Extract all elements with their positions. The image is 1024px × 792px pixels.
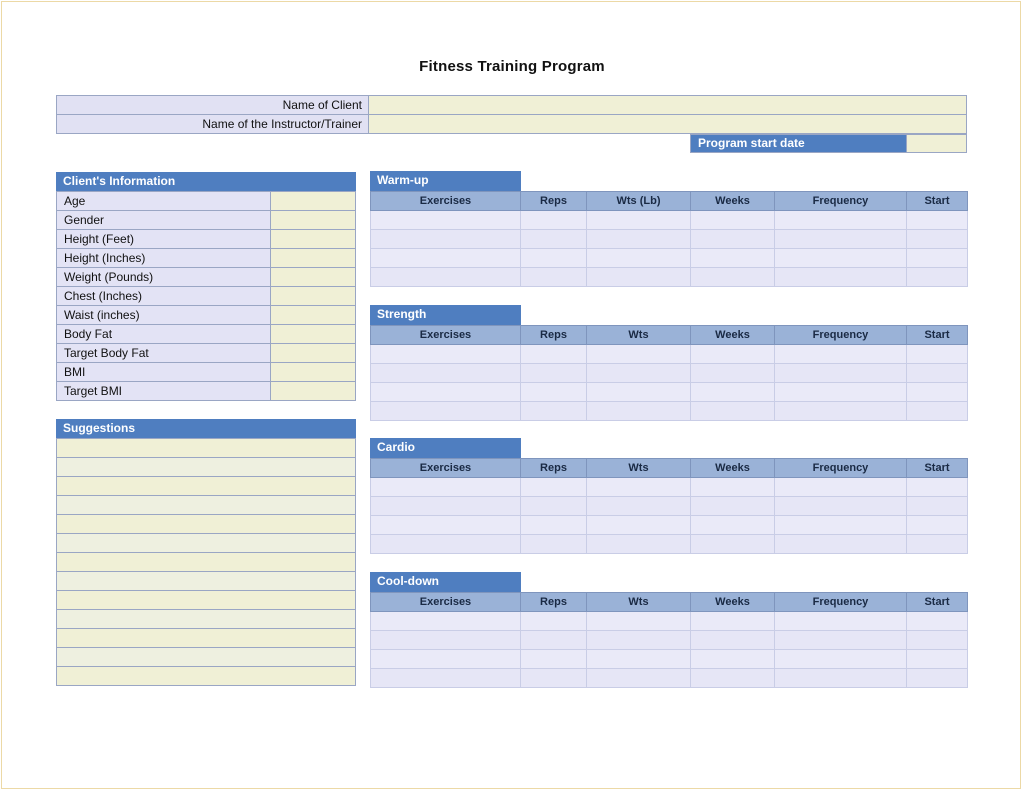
table-row [371, 364, 968, 383]
table-cell[interactable] [907, 345, 968, 364]
table-cell[interactable] [907, 631, 968, 650]
suggestion-field[interactable] [57, 515, 356, 534]
table-cell[interactable] [907, 669, 968, 688]
column-header-weeks: Weeks [691, 192, 775, 211]
suggestion-row [57, 610, 356, 629]
table-cell[interactable] [775, 230, 907, 249]
table-cell[interactable] [371, 402, 521, 421]
table-cell[interactable] [775, 478, 907, 497]
table-cell[interactable] [587, 211, 691, 230]
cardio-section-title: Cardio [370, 438, 521, 458]
column-header-exercises: Exercises [371, 593, 521, 612]
client-info-row [57, 287, 356, 306]
suggestion-row [57, 572, 356, 591]
instructor-name-row [57, 115, 967, 134]
table-cell[interactable] [587, 364, 691, 383]
client-info-value[interactable] [271, 192, 356, 211]
table-cell[interactable] [587, 402, 691, 421]
table-cell[interactable] [587, 631, 691, 650]
column-header-start: Start [907, 593, 968, 612]
table-cell[interactable] [587, 497, 691, 516]
client-info-value[interactable] [271, 287, 356, 306]
table-cell[interactable] [371, 345, 521, 364]
column-header-wts: Wts [587, 593, 691, 612]
table-cell[interactable] [775, 612, 907, 631]
table-header-row [371, 593, 968, 612]
program-start-date [690, 134, 967, 153]
column-header-start: Start [907, 459, 968, 478]
table-cell[interactable] [521, 345, 587, 364]
warm-up-section-title: Warm-up [370, 171, 521, 191]
suggestion-row [57, 439, 356, 458]
client-info-value[interactable] [271, 344, 356, 363]
table-row [371, 402, 968, 421]
table-cell[interactable] [907, 402, 968, 421]
table-cell[interactable] [587, 650, 691, 669]
suggestion-row [57, 515, 356, 534]
table-cell[interactable] [691, 345, 775, 364]
suggestion-row [57, 629, 356, 648]
suggestion-row [57, 496, 356, 515]
table-cell[interactable] [521, 650, 587, 669]
column-header-wts-lb: Wts (Lb) [587, 192, 691, 211]
table-cell[interactable] [587, 478, 691, 497]
table-cell[interactable] [775, 402, 907, 421]
suggestion-row [57, 591, 356, 610]
table-cell[interactable] [691, 669, 775, 688]
client-info-header: Client's Information [56, 172, 356, 192]
column-header-reps: Reps [521, 192, 587, 211]
table-cell[interactable] [521, 402, 587, 421]
table-cell[interactable] [521, 612, 587, 631]
table-row [371, 516, 968, 535]
cool-down-section-title: Cool-down [370, 572, 521, 592]
table-cell[interactable] [371, 497, 521, 516]
column-header-weeks: Weeks [691, 593, 775, 612]
table-cell[interactable] [371, 230, 521, 249]
table-cell[interactable] [371, 650, 521, 669]
suggestion-row [57, 667, 356, 686]
table-cell[interactable] [907, 268, 968, 287]
suggestion-field[interactable] [57, 439, 356, 458]
table-cell[interactable] [371, 669, 521, 688]
client-info-value[interactable] [271, 325, 356, 344]
client-info-label: Age [57, 192, 271, 211]
suggestion-field[interactable] [57, 553, 356, 572]
table-cell[interactable] [371, 249, 521, 268]
table-cell[interactable] [907, 364, 968, 383]
table-header-row [371, 192, 968, 211]
column-header-exercises: Exercises [371, 192, 521, 211]
suggestion-field[interactable] [57, 648, 356, 667]
table-cell[interactable] [587, 535, 691, 554]
table-cell[interactable] [775, 211, 907, 230]
table-cell[interactable] [907, 230, 968, 249]
table-cell[interactable] [371, 478, 521, 497]
table-cell[interactable] [775, 631, 907, 650]
table-cell[interactable] [521, 364, 587, 383]
client-info-label: Height (Feet) [57, 230, 271, 249]
table-cell[interactable] [775, 249, 907, 268]
table-row [371, 535, 968, 554]
column-header-reps: Reps [521, 593, 587, 612]
table-row [371, 383, 968, 402]
table-cell[interactable] [775, 650, 907, 669]
client-name-field[interactable] [369, 96, 967, 115]
table-cell[interactable] [691, 249, 775, 268]
client-info-label: Height (Inches) [57, 249, 271, 268]
client-info-value[interactable] [271, 211, 356, 230]
client-info-row [57, 382, 356, 401]
column-header-start: Start [907, 326, 968, 345]
table-cell[interactable] [775, 497, 907, 516]
program-start-date-field[interactable] [906, 135, 966, 152]
table-cell[interactable] [691, 402, 775, 421]
table-cell[interactable] [691, 268, 775, 287]
client-info-row [57, 192, 356, 211]
suggestion-field[interactable] [57, 572, 356, 591]
table-cell[interactable] [521, 383, 587, 402]
table-cell[interactable] [521, 249, 587, 268]
client-info-row [57, 268, 356, 287]
column-header-exercises: Exercises [371, 459, 521, 478]
table-cell[interactable] [775, 535, 907, 554]
suggestion-field[interactable] [57, 534, 356, 553]
table-header-row [371, 459, 968, 478]
suggestion-row [57, 477, 356, 496]
client-info-label: Target Body Fat [57, 344, 271, 363]
table-row [371, 268, 968, 287]
table-cell[interactable] [775, 345, 907, 364]
table-row [371, 612, 968, 631]
table-cell[interactable] [587, 345, 691, 364]
column-header-frequency: Frequency [775, 326, 907, 345]
table-cell[interactable] [907, 650, 968, 669]
table-row [371, 650, 968, 669]
table-cell[interactable] [691, 631, 775, 650]
suggestion-field[interactable] [57, 610, 356, 629]
table-cell[interactable] [907, 211, 968, 230]
column-header-frequency: Frequency [775, 192, 907, 211]
client-info-row [57, 344, 356, 363]
table-cell[interactable] [775, 669, 907, 688]
table-row [371, 249, 968, 268]
table-cell[interactable] [587, 230, 691, 249]
client-info-label: Body Fat [57, 325, 271, 344]
table-row [371, 631, 968, 650]
client-info-row [57, 230, 356, 249]
table-row [371, 211, 968, 230]
column-header-wts: Wts [587, 459, 691, 478]
client-info-row [57, 249, 356, 268]
table-cell[interactable] [371, 211, 521, 230]
table-cell[interactable] [371, 631, 521, 650]
client-info-label: Chest (Inches) [57, 287, 271, 306]
table-cell[interactable] [775, 268, 907, 287]
table-cell[interactable] [907, 516, 968, 535]
names-table [56, 95, 967, 134]
column-header-weeks: Weeks [691, 326, 775, 345]
client-info-label: Gender [57, 211, 271, 230]
table-cell[interactable] [371, 535, 521, 554]
table-cell[interactable] [371, 364, 521, 383]
column-header-wts: Wts [587, 326, 691, 345]
table-cell[interactable] [587, 669, 691, 688]
client-info-value[interactable] [271, 363, 356, 382]
table-cell[interactable] [521, 516, 587, 535]
suggestion-field[interactable] [57, 496, 356, 515]
table-row [371, 230, 968, 249]
table-row [371, 345, 968, 364]
suggestion-field[interactable] [57, 477, 356, 496]
column-header-reps: Reps [521, 459, 587, 478]
table-cell[interactable] [587, 516, 691, 535]
client-info-row [57, 211, 356, 230]
suggestion-row [57, 534, 356, 553]
client-info-value[interactable] [271, 230, 356, 249]
suggestion-field[interactable] [57, 667, 356, 686]
warm-up-table [370, 191, 968, 287]
table-row [371, 478, 968, 497]
table-cell[interactable] [691, 516, 775, 535]
table-cell[interactable] [691, 230, 775, 249]
table-cell[interactable] [691, 211, 775, 230]
table-cell[interactable] [521, 230, 587, 249]
table-cell[interactable] [521, 268, 587, 287]
strength-table [370, 325, 968, 421]
table-cell[interactable] [907, 497, 968, 516]
table-cell[interactable] [521, 631, 587, 650]
suggestions-table [56, 438, 356, 686]
table-cell[interactable] [691, 497, 775, 516]
table-row [371, 497, 968, 516]
client-info-label: BMI [57, 363, 271, 382]
table-cell[interactable] [907, 612, 968, 631]
table-cell[interactable] [521, 669, 587, 688]
table-cell[interactable] [907, 478, 968, 497]
table-cell[interactable] [521, 211, 587, 230]
table-cell[interactable] [521, 478, 587, 497]
table-cell[interactable] [691, 650, 775, 669]
table-row [371, 669, 968, 688]
client-info-table [56, 191, 356, 401]
client-info-row [57, 363, 356, 382]
suggestion-field[interactable] [57, 458, 356, 477]
table-cell[interactable] [691, 364, 775, 383]
table-cell[interactable] [587, 268, 691, 287]
table-cell[interactable] [521, 535, 587, 554]
table-cell[interactable] [587, 383, 691, 402]
client-info-label: Waist (inches) [57, 306, 271, 325]
cardio-table [370, 458, 968, 554]
client-info-row [57, 325, 356, 344]
cool-down-table [370, 592, 968, 688]
column-header-weeks: Weeks [691, 459, 775, 478]
strength-section-title: Strength [370, 305, 521, 325]
table-cell[interactable] [907, 383, 968, 402]
client-info-value[interactable] [271, 249, 356, 268]
table-cell[interactable] [691, 535, 775, 554]
table-cell[interactable] [371, 612, 521, 631]
table-cell[interactable] [775, 383, 907, 402]
suggestion-row [57, 553, 356, 572]
client-info-row [57, 306, 356, 325]
client-info-value[interactable] [271, 268, 356, 287]
table-cell[interactable] [521, 497, 587, 516]
table-header-row [371, 326, 968, 345]
client-name-label: Name of Client [57, 96, 369, 115]
suggestion-row [57, 458, 356, 477]
column-header-start: Start [907, 192, 968, 211]
table-cell[interactable] [907, 535, 968, 554]
suggestion-field[interactable] [57, 629, 356, 648]
suggestion-row [57, 648, 356, 667]
table-cell[interactable] [775, 364, 907, 383]
table-cell[interactable] [691, 383, 775, 402]
table-cell[interactable] [371, 268, 521, 287]
table-cell[interactable] [371, 516, 521, 535]
table-cell[interactable] [907, 249, 968, 268]
column-header-exercises: Exercises [371, 326, 521, 345]
client-info-value[interactable] [271, 382, 356, 401]
client-info-label: Weight (Pounds) [57, 268, 271, 287]
client-name-row [57, 96, 967, 115]
instructor-name-field[interactable] [369, 115, 967, 134]
program-start-date-label: Program start date [691, 135, 906, 152]
page-title: Fitness Training Program [419, 58, 605, 75]
suggestion-field[interactable] [57, 591, 356, 610]
table-cell[interactable] [587, 612, 691, 631]
client-info-value[interactable] [271, 306, 356, 325]
instructor-name-label: Name of the Instructor/Trainer [57, 115, 369, 134]
column-header-reps: Reps [521, 326, 587, 345]
table-cell[interactable] [691, 478, 775, 497]
table-cell[interactable] [371, 383, 521, 402]
column-header-frequency: Frequency [775, 593, 907, 612]
suggestions-header: Suggestions [56, 419, 356, 439]
table-cell[interactable] [691, 612, 775, 631]
column-header-frequency: Frequency [775, 459, 907, 478]
table-cell[interactable] [587, 249, 691, 268]
table-cell[interactable] [775, 516, 907, 535]
client-info-label: Target BMI [57, 382, 271, 401]
